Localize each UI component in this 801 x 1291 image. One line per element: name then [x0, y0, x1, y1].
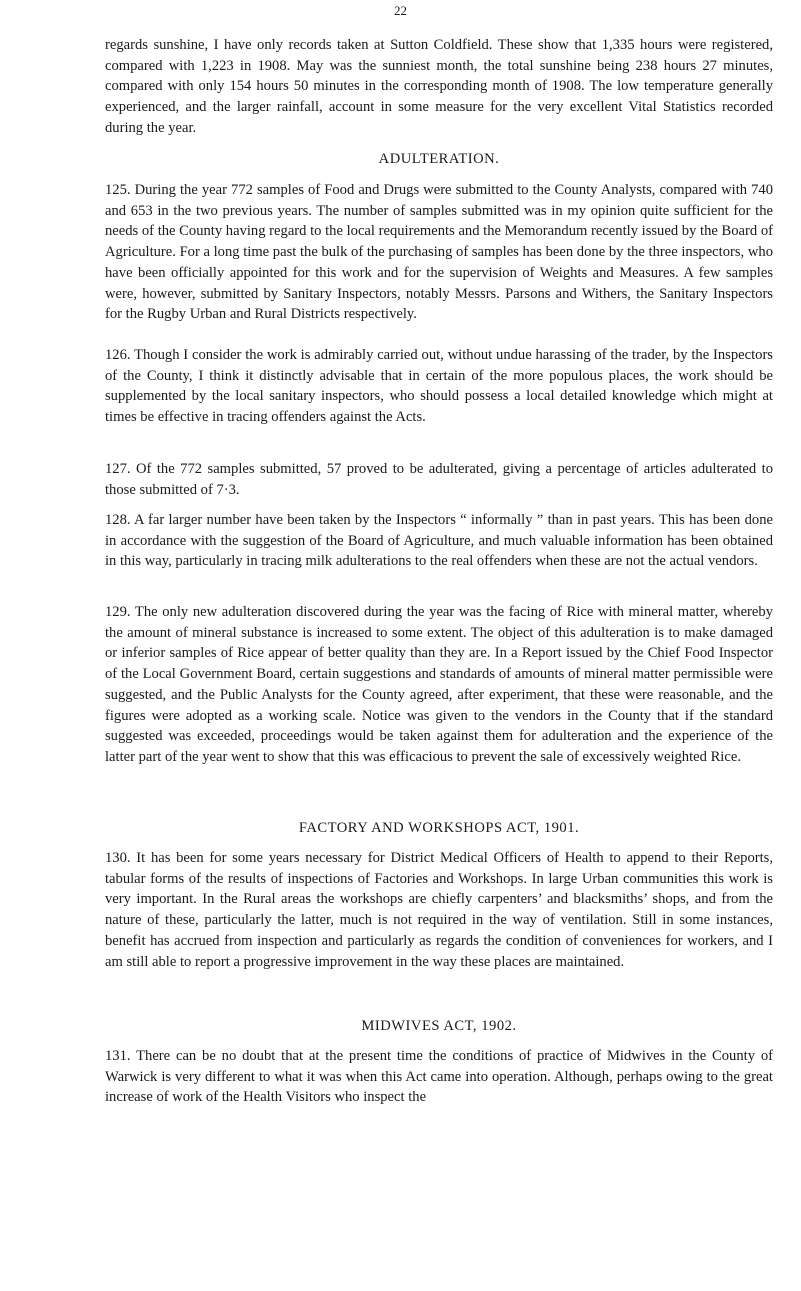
page-number: 22	[394, 3, 407, 18]
paragraph-129: 129. The only new adulteration discovered during the year was the facing of Rice with mineral matter, whereby the amount of mineral substance is increased to some extent. The object of this adulteration is to make damaged or inferior samples of Rice appear of better quality than they are. In a Report issued by the Chief Food Inspector of the Local Government Board, certain suggestions and standards of amounts of mineral matter permissible were suggested, and the Public Analysts for the County agreed, after experiment, that these were reasonable, and the figures were adopted as a working scale. Notice was given to the vendors in the County that if the standard suggested was exceeded, proceedings would be taken against them for adulteration and the experience of the latter part of the year went to show that this was efficacious to prevent the sale of excessively weighted Rice.	[105, 604, 773, 765]
section-heading-factory: FACTORY AND WORKSHOPS ACT, 1901.	[298, 820, 580, 836]
paragraph-126: 126. Though I consider the work is admirably carried out, without undue harassing of the trader, by the Inspectors of the County, I think it distinctly advisable that in certain of the more populous places, the work should be supplemented by the local sanitary inspectors, who should possess a local detailed knowledge which might at times be effective in tracing offenders against the Acts.	[105, 347, 773, 426]
paragraph-125: 125. During the year 772 samples of Food and Drugs were submitted to the County Analysts, compared with 740 and 653 in the two previous years. The number of samples submitted was in my opinion quite sufficient for the needs of the County having regard to the local requirements and the Memorandum recently issued by the Board of Agriculture. For a long time past the bulk of the purchasing of samples has been done by the three inspectors, who have been officially appointed for this work and for the supervision of Weights and Measures. A few samples were, however, submitted by Sanitary Inspectors, notably Messrs. Parsons and Withers, the Sanitary Inspectors for the Rugby Urban and Rural Districts respectively.	[105, 182, 773, 323]
paragraph-128: 128. A far larger number have been taken by the Inspectors “ informally ” than in past years. This has been done in accordance with the suggestion of the Board of Agriculture, and much valuable information has been obtained in this way, particularly in tracing milk adulterations to the real offenders when these are not the actual vendors.	[105, 512, 773, 570]
section-heading-adulteration: ADULTERATION.	[378, 151, 500, 167]
paragraph-131: 131. There can be no doubt that at the present time the conditions of practice of Midwives in the County of Warwick is very different to what it was when this Act came into operation. Although, perhaps owing to the great increase of work of the Health Visitors who inspect the	[105, 1048, 773, 1106]
paragraph-127: 127. Of the 772 samples submitted, 57 proved to be adulterated, giving a percentage of articles adulterated to those submitted of 7·3.	[105, 461, 773, 498]
section-heading-midwives: MIDWIVES ACT, 1902.	[361, 1018, 517, 1034]
paragraph-130: 130. It has been for some years necessary for District Medical Officers of Health to append to their Reports, tabular forms of the results of inspections of Factories and Workshops. In large Urban communities this work is very important. In the Rural areas the workshops are chiefly carpenters’ and blacksmiths’ shops, and from the nature of these, particularly the latter, much is not required in the way of ventilation. Still in some instances, benefit has accrued from inspection and particularly as regards the condition of conveniences for workers, and I am still able to report a progressive improvement in the way these places are maintained.	[105, 850, 773, 970]
intro-paragraph: regards sunshine, I have only records taken at Sutton Coldfield. These show that 1,335 hours were registered, compared with 1,223 in 1908. May was the sunniest month, the total sunshine being 238 hours 27 minutes, compared with only 154 hours 50 minutes in the corresponding month of 1908. The low temperature generally experienced, and the larger rainfall, account in some measure for the very excellent Vital Statistics recorded during the year.	[105, 37, 773, 136]
